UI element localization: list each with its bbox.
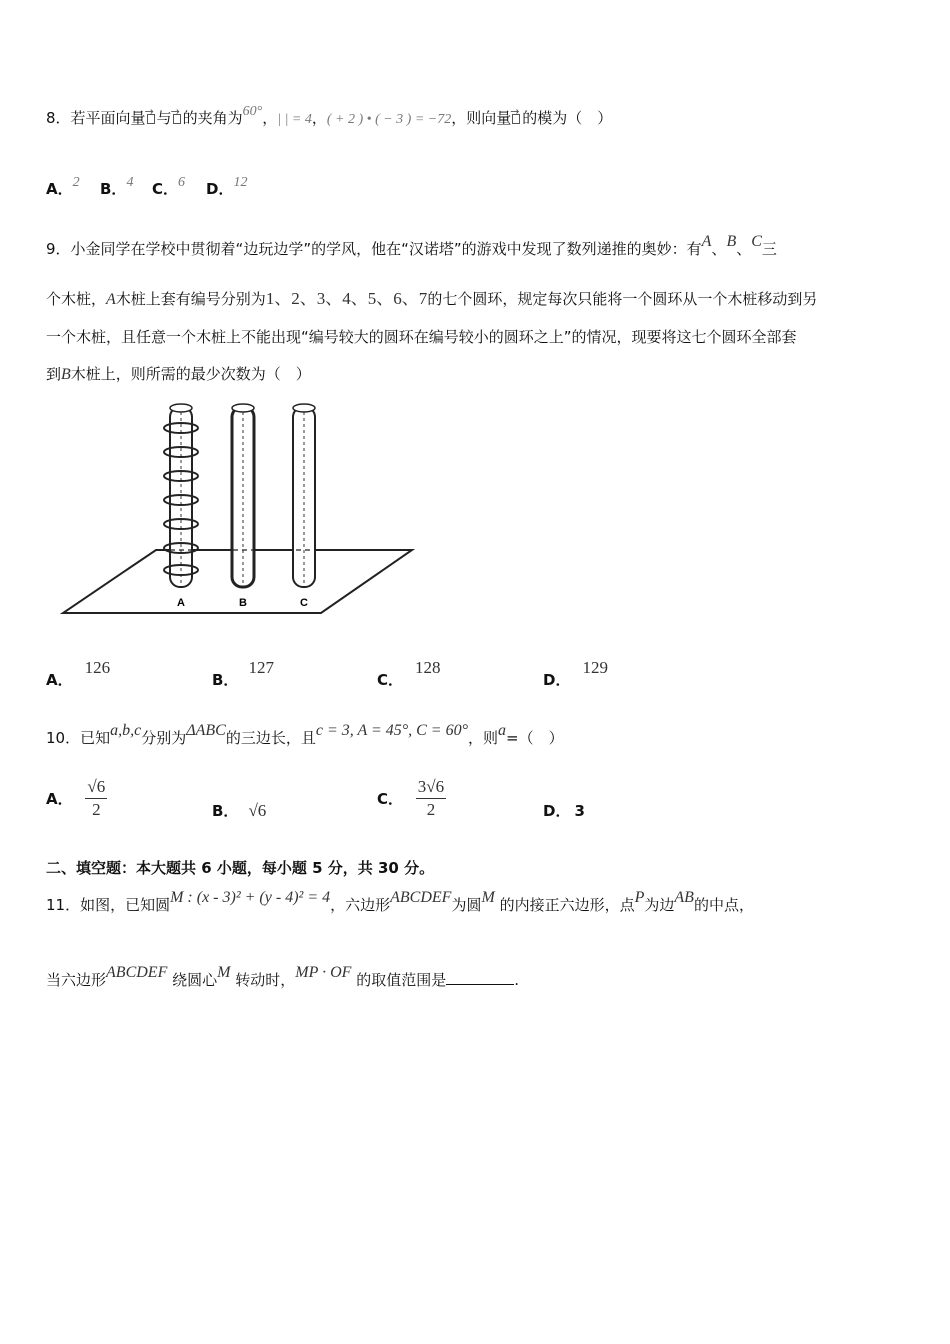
peg-b-label: B (239, 597, 247, 609)
option-label: D． (206, 180, 234, 198)
q9-line-1 (46, 233, 777, 260)
q10-stem (46, 722, 564, 749)
option-label: B． (212, 671, 239, 689)
q10-text-2: 的三边长，且 (225, 729, 316, 747)
option-label: D． (543, 802, 571, 820)
option-value: √6 (248, 801, 267, 820)
q8-sep-2: ， (311, 109, 327, 127)
q11-p: P (634, 889, 645, 906)
peg-c (293, 404, 315, 587)
fraction (416, 776, 446, 821)
q9-line-2 (46, 289, 817, 310)
option-value: 128 (415, 658, 441, 677)
q10-text-1: 分别为 (141, 729, 187, 747)
peg-b-symbol: B (726, 233, 737, 250)
peg-b (232, 404, 254, 587)
option-label: C． (377, 790, 404, 808)
fraction-numerator: 3√6 (416, 776, 446, 799)
q10-text-4: =（ ） (506, 729, 564, 747)
option-label: C． (377, 671, 404, 689)
option-value: 6 (178, 175, 186, 190)
ring-numbers: 1、2、3、4、5、6、7 (265, 289, 428, 308)
option-label: A． (46, 180, 73, 198)
q9-text-4a: 到 (46, 365, 62, 383)
q10-option-c[interactable] (377, 776, 446, 821)
q8-text-5: 的模为（ ） (522, 109, 613, 127)
q11-text-4: 为边 (644, 896, 675, 914)
q11-text-3: 的内接正六边形，点 (499, 896, 635, 914)
q11-text-2: 为圆 (451, 896, 482, 914)
q8-angle: 60° (242, 104, 263, 119)
q8-sep: ， (262, 109, 278, 127)
option-label: A． (46, 790, 73, 808)
q10-option-a[interactable] (46, 776, 107, 821)
fraction (85, 776, 107, 821)
q10-triangle: ΔABC (186, 722, 226, 739)
q9-text-2a: 个木桩， (46, 290, 107, 308)
q11-line-1 (46, 889, 754, 916)
q8-number: 8． (46, 109, 71, 127)
fraction-denominator: 2 (92, 800, 101, 819)
q10-condition: c = 3, A = 45°, C = 60° (315, 722, 468, 739)
q11-hexagon: ABCDEF (390, 889, 452, 906)
option-label: A． (46, 671, 73, 689)
peg-c-label: C (300, 597, 308, 609)
q10-a: a (498, 722, 507, 739)
q11-ab: AB (674, 889, 694, 906)
peg-a-symbol: A (106, 291, 116, 308)
q11-text-8: 转动时， (235, 971, 296, 989)
q9-line-3: 一个木桩，且任意一个木桩上不能出现“编号较大的圆环在编号较小的圆环之上”的情况，现要将这七个圆环全部套 (46, 328, 797, 346)
q9-text-2b: 木桩上套有编号分别为 (115, 290, 266, 308)
q9-text-1: 9．小金同学在学校中贯彻着“边玩边学”的学风，他在“汉诺塔”的游戏中发现了数列递推的奥妙：有 (46, 240, 702, 258)
q9-text-2c: 的七个圆环，规定每次只能将一个圆环从一个木桩移动到另 (427, 290, 818, 308)
q11-m-2: M (217, 964, 231, 981)
q11-hexagon-2: ABCDEF (106, 964, 168, 981)
q10-text-0: 10．已知 (46, 729, 111, 747)
q9-text-4b: 木桩上，则所需的最少次数为（ ） (70, 365, 311, 383)
option-value: 129 (582, 658, 608, 677)
q10-abc: a,b,c (110, 722, 142, 739)
q8-text-1: 若平面向量 (70, 109, 146, 127)
q9-line-4 (46, 364, 311, 385)
q11-text-7: 绕圆心 (172, 971, 218, 989)
q11-text-1: ，六边形 (330, 896, 391, 914)
vector-b-symbol: → (511, 110, 522, 124)
q11-text-6: 当六边形 (46, 971, 107, 989)
hanoi-tower-figure (60, 400, 420, 615)
option-label: D． (543, 671, 571, 689)
q9-option-b[interactable] (212, 658, 274, 690)
q8-stem (46, 104, 613, 130)
option-value: 3 (574, 802, 585, 820)
q11-dot-product: MP · OF (295, 964, 352, 981)
q9-text-1b: 三 (761, 240, 777, 258)
vector-b-symbol: → (172, 110, 183, 124)
q8-option-c[interactable] (152, 175, 186, 199)
peg-a-symbol: A (701, 233, 712, 250)
option-value: 126 (84, 658, 111, 677)
q9-option-a[interactable] (46, 658, 111, 690)
fraction-numerator: √6 (85, 776, 107, 799)
q9-dun-1: 、 (711, 240, 727, 258)
q10-option-d[interactable] (543, 800, 585, 821)
option-value: 2 (72, 175, 80, 190)
option-value: 127 (248, 658, 274, 677)
q11-line-2 (46, 964, 519, 991)
q8-option-b[interactable] (100, 175, 134, 199)
q8-option-a[interactable] (46, 175, 80, 199)
option-value: 4 (126, 175, 134, 190)
section-2-heading: 二、填空题：本大题共 6 小题，每小题 5 分，共 30 分。 (46, 859, 435, 877)
q11-text-9: 的取值范围是 (356, 971, 447, 989)
option-label: C． (152, 180, 179, 198)
q8-text-3: 的夹角为 (182, 109, 243, 127)
q11-text-10: . (514, 971, 519, 989)
q8-condition-1: | | = 4 (277, 112, 312, 127)
vector-a-symbol: → (146, 110, 157, 124)
q9-dun-2: 、 (736, 240, 752, 258)
q8-text-2: 与 (156, 109, 172, 127)
option-label: B． (212, 802, 239, 820)
option-value: 12 (233, 175, 248, 190)
q11-text-5: 的中点， (693, 896, 754, 914)
q11-text-0: 11．如图，已知圆 (46, 896, 171, 914)
q11-circle-eq: M : (x - 3)² + (y - 4)² = 4 (170, 889, 331, 906)
q10-text-3: ，则 (468, 729, 499, 747)
q10-option-b[interactable] (212, 800, 266, 821)
q9-option-c[interactable] (377, 658, 441, 690)
q11-m: M (481, 889, 495, 906)
q8-text-4: ，则向量 (451, 109, 512, 127)
peg-a-label: A (177, 597, 185, 609)
option-label: B． (100, 180, 127, 198)
q9-option-d[interactable] (543, 658, 608, 690)
fraction-denominator: 2 (426, 800, 436, 819)
peg-c-symbol: C (751, 233, 762, 250)
answer-blank[interactable] (446, 970, 514, 985)
peg-b-symbol: B (61, 366, 71, 383)
q8-option-d[interactable] (206, 175, 248, 199)
q8-condition-2: ( + 2 ) • ( − 3 ) = −72 (326, 112, 452, 127)
